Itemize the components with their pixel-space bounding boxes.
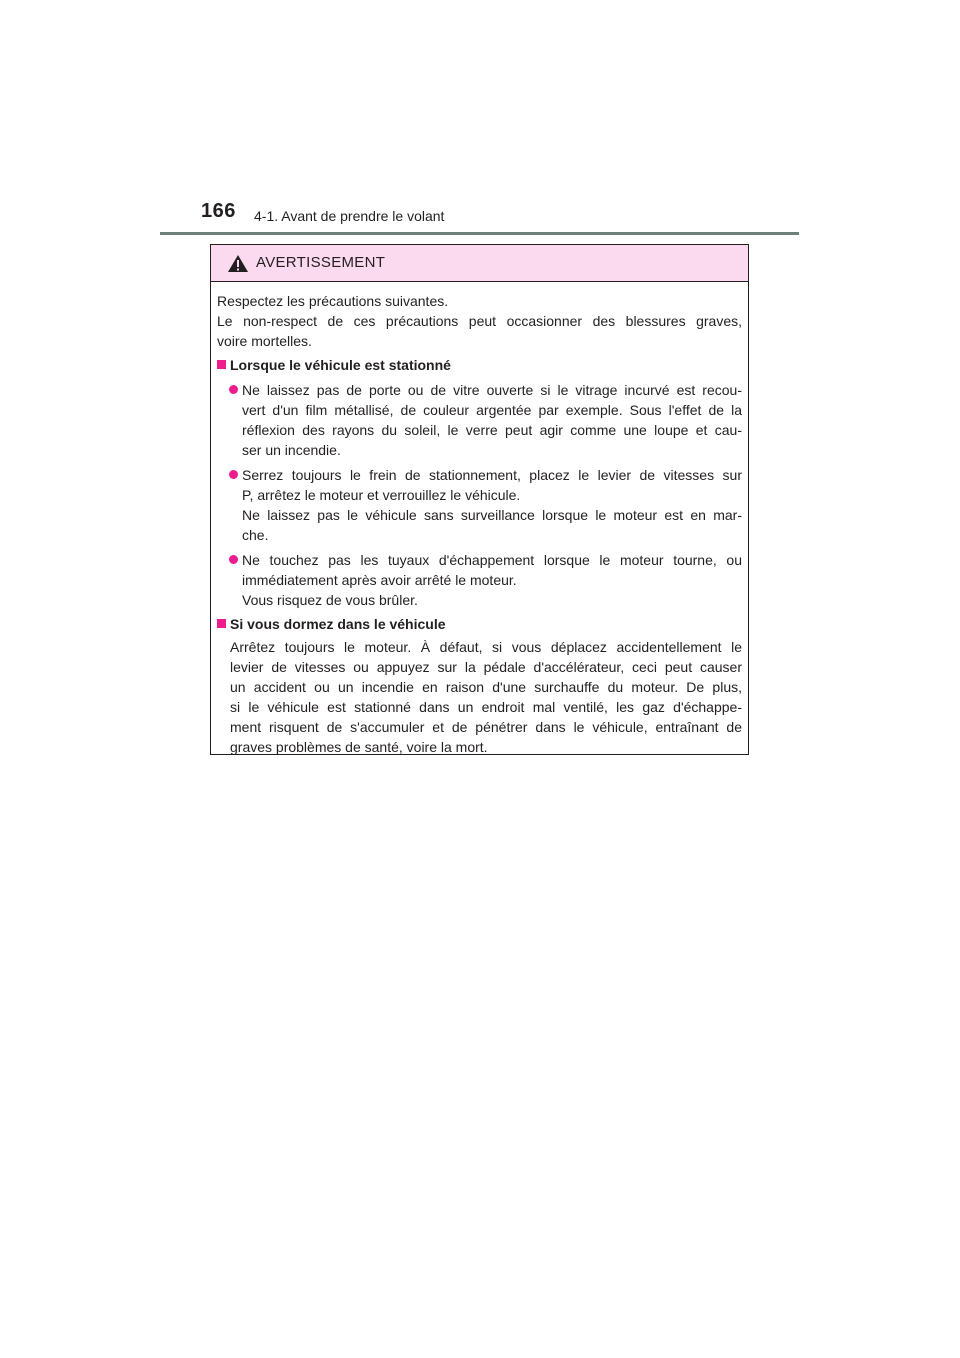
bullet-line: che. [242, 527, 269, 543]
list-item [217, 550, 742, 610]
intro-line: voire mortelles. [217, 333, 312, 349]
section-heading-text: Lorsque le véhicule est stationné [230, 357, 451, 373]
page-number: 166 [201, 200, 236, 222]
bullet-line: Ne laissez pas le véhicule sans surveillance lorsque le moteur est en mar- [242, 507, 742, 523]
paragraph-line: levier de vitesses ou appuyez sur la pédale d'accélérateur, ceci peut causer [230, 659, 742, 675]
bullet-line: Ne laissez pas de porte ou de vitre ouverte si le vitrage incurvé est recou- [242, 382, 742, 398]
square-bullet-icon [217, 619, 226, 628]
header-rule [160, 232, 799, 235]
bullet-line: ser un incendie. [242, 442, 341, 458]
round-bullet-icon [229, 555, 238, 564]
paragraph-line: Arrêtez toujours le moteur. À défaut, si vous déplacez accidentellement le [230, 639, 742, 655]
section-heading-text: Si vous dormez dans le véhicule [230, 616, 446, 632]
section-paragraph [217, 637, 742, 757]
list-item [217, 380, 742, 460]
warning-triangle-icon [227, 254, 249, 273]
warning-header [211, 245, 748, 282]
section-title: 4-1. Avant de prendre le volant [254, 208, 445, 224]
round-bullet-icon [229, 385, 238, 394]
intro-line: Le non-respect de ces précautions peut occasionner des blessures graves, [217, 313, 742, 329]
paragraph-line: si le véhicule est stationné dans un endroit mal ventilé, les gaz d'échappe- [230, 699, 742, 715]
paragraph-line: un accident ou un incendie en raison d'une surchauffe du moteur. De plus, [230, 679, 742, 695]
bullet-line: réflexion des rayons du soleil, le verre peut agir comme une loupe et cau- [242, 422, 742, 438]
list-item [217, 465, 742, 545]
bullet-line: Serrez toujours le frein de stationnement, placez le levier de vitesses sur [242, 467, 742, 483]
warning-box [210, 244, 749, 755]
round-bullet-icon [229, 470, 238, 479]
intro-line: Respectez les précautions suivantes. [217, 293, 449, 309]
square-bullet-icon [217, 360, 226, 369]
warning-title: AVERTISSEMENT [256, 254, 386, 271]
bullet-line: vert d'un film métallisé, de couleur argentée par exemple. Sous l'effet de la [242, 402, 742, 418]
bullet-line: Vous risquez de vous brûler. [242, 592, 418, 608]
section-heading-parked [217, 355, 742, 375]
paragraph-line: graves problèmes de santé, voire la mort. [230, 739, 488, 755]
warning-intro [217, 291, 742, 351]
bullet-line: P, arrêtez le moteur et verrouillez le véhicule. [242, 487, 521, 503]
bullet-line: immédiatement après avoir arrêté le moteur. [242, 572, 517, 588]
bullet-line: Ne touchez pas les tuyaux d'échappement lorsque le moteur tourne, ou [242, 552, 742, 568]
warning-body [211, 282, 748, 757]
paragraph-line: ment risquent de s'accumuler et de pénétrer dans le véhicule, entraînant de [230, 719, 742, 735]
section-heading-sleeping [217, 614, 742, 634]
